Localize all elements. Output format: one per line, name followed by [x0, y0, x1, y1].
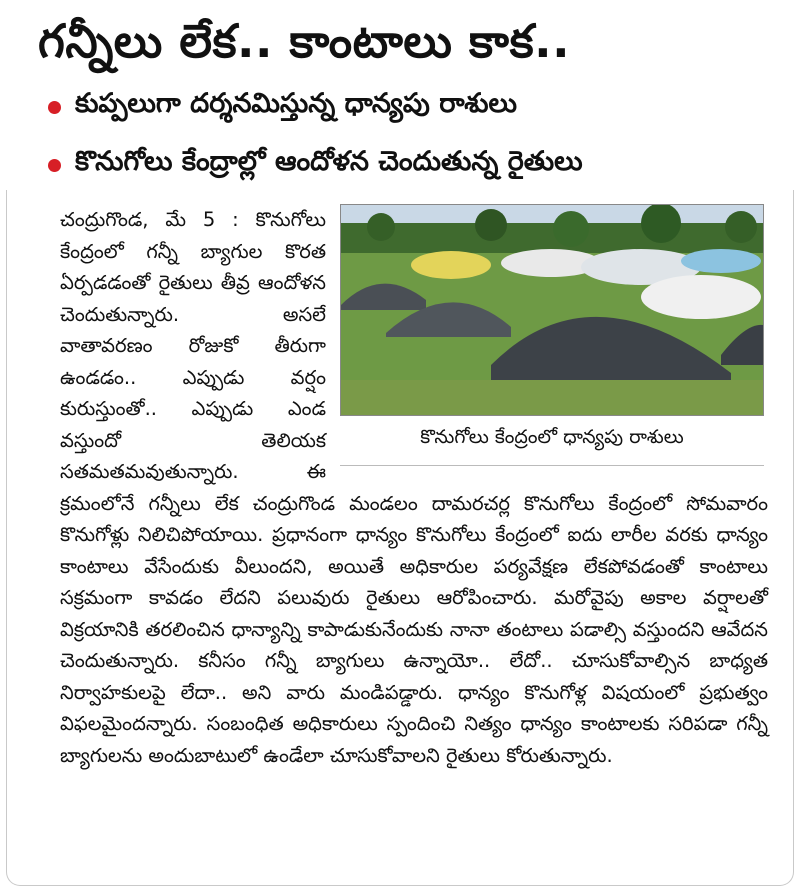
bullet-icon: [48, 101, 61, 114]
subhead-2-text: కొనుగోలు కేంద్రాల్లో ఆందోళన చెందుతున్న రైతులు: [75, 146, 583, 177]
bullet-icon: [48, 159, 61, 172]
photo-figure: [340, 204, 764, 466]
body-text: చంద్రుగొండ, మే 5 : కొనుగోలు కేంద్రంలో గన్నీ బ్యాగుల కొరత ఏర్పడడంతో రైతులు తీవ్ర ఆందోళన చెందుతున్నారు. అసలే వాతావరణం రోజుకో తీరుగా ఉండడం.. ఎప్పుడు వర్షం కురుస్తుంతో.. ఎప్పుడు ఎండ వస్తుందో తెలియక సతమతమవుతున్నారు. ఈ క్రమంలోనే గన్నీలు లేక చంద్రుగొండ మండలం దామరచర్ల కొనుగోలు కేంద్రంలో సోమవారం కొనుగోళ్లు నిలిచిపోయాయి. ప్రధానంగా ధాన్యం కొనుగోలు కేంద్రంలో ఐదు లారీల వరకు ధాన్యం కాంటాలు వేసేందుకు వీలుందని, అయితే అధికారుల పర్యవేక్షణ లేకపోవడంతో కాంటాలు సక్రమంగా కావడం లేదని పలువురు రైతులు ఆరోపించారు. మరోవైపు అకాల వర్షాలతో విక్రయానికి తరలించిన ధాన్యాన్ని కాపాడుకునేందుకు నానా తంటాలు పడాల్సి వస్తుందని ఆవేదన చెందుతున్నారు. కనీసం గన్నీ బ్యాగులు ఉన్నాయో.. లేదో.. చూసుకోవాల్సిన బాధ్యత నిర్వాహకులపై లేదా.. అని వారు మండిపడ్డారు. ధాన్యం కొనుగోళ్ల విషయంలో ప్రభుత్వం విఫలమైందన్నారు. సంబంధిత అధికారులు స్పందించి నిత్యం ధాన్యం కాంటాలకు సరిపడా గన్నీ బ్యాగులను అందుబాటులో ఉండేలా చూసుకోవాలని రైతులు కోరుతున్నారు.: [60, 208, 768, 767]
subhead-1: [48, 78, 786, 136]
article-body: [14, 204, 786, 771]
subhead-1-text: కుప్పలుగా దర్శనమిస్తున్న ధాన్యపు రాశులు: [75, 88, 517, 119]
grain-heaps-photo: [340, 204, 764, 416]
subhead-2: [48, 136, 786, 194]
headline: గన్నీలు లేక.. కాంటాలు కాక..: [38, 14, 571, 68]
photo-caption: కొనుగోలు కేంద్రంలో ధాన్యపు రాశులు: [340, 416, 764, 466]
